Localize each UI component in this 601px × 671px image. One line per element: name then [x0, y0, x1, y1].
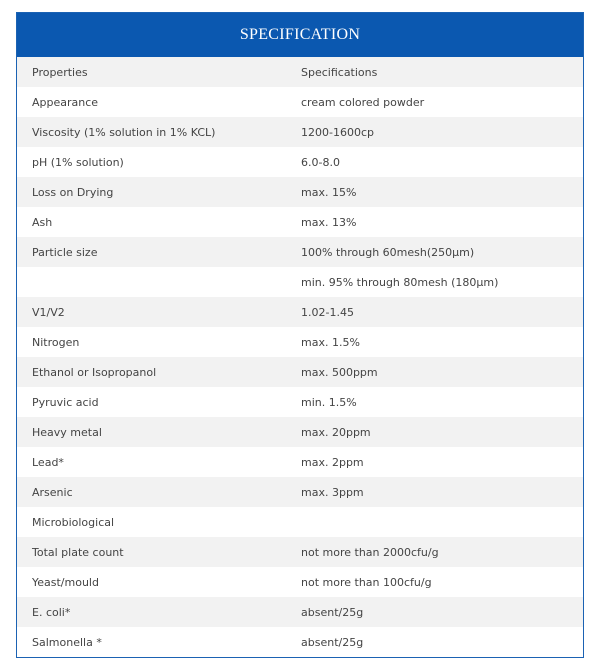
- table-row: [17, 57, 583, 87]
- property-cell: pH (1% solution): [17, 147, 286, 177]
- spec-cell: 6.0-8.0: [286, 147, 583, 177]
- spec-cell: min. 95% through 80mesh (180μm): [286, 267, 583, 297]
- table-row: [17, 507, 583, 537]
- spec-cell: max. 500ppm: [286, 357, 583, 387]
- table-row: [17, 567, 583, 597]
- spec-cell: max. 3ppm: [286, 477, 583, 507]
- specification-table: [17, 57, 583, 657]
- table-row: [17, 267, 583, 297]
- specification-title: SPECIFICATION: [17, 13, 583, 57]
- spec-cell: not more than 2000cfu/g: [286, 537, 583, 567]
- spec-cell: 1.02-1.45: [286, 297, 583, 327]
- property-cell: Microbiological: [17, 507, 286, 537]
- property-cell: Lead*: [17, 447, 286, 477]
- property-cell: [17, 267, 286, 297]
- property-cell: Pyruvic acid: [17, 387, 286, 417]
- table-row: [17, 447, 583, 477]
- spec-cell: min. 1.5%: [286, 387, 583, 417]
- spec-cell: cream colored powder: [286, 87, 583, 117]
- table-row: [17, 297, 583, 327]
- table-row: [17, 597, 583, 627]
- property-cell: Ash: [17, 207, 286, 237]
- table-row: [17, 357, 583, 387]
- table-row: [17, 177, 583, 207]
- property-cell: Total plate count: [17, 537, 286, 567]
- spec-cell: max. 2ppm: [286, 447, 583, 477]
- property-cell: Arsenic: [17, 477, 286, 507]
- table-row: [17, 627, 583, 657]
- table-row: [17, 537, 583, 567]
- table-row: [17, 387, 583, 417]
- property-cell: Viscosity (1% solution in 1% KCL): [17, 117, 286, 147]
- property-cell: Salmonella *: [17, 627, 286, 657]
- property-cell: Particle size: [17, 237, 286, 267]
- spec-cell: [286, 507, 583, 537]
- spec-cell: Specifications: [286, 57, 583, 87]
- spec-cell: max. 13%: [286, 207, 583, 237]
- property-cell: E. coli*: [17, 597, 286, 627]
- property-cell: Appearance: [17, 87, 286, 117]
- spec-cell: absent/25g: [286, 597, 583, 627]
- spec-cell: 100% through 60mesh(250μm): [286, 237, 583, 267]
- table-row: [17, 417, 583, 447]
- spec-cell: max. 15%: [286, 177, 583, 207]
- property-cell: Heavy metal: [17, 417, 286, 447]
- spec-cell: absent/25g: [286, 627, 583, 657]
- spec-cell: not more than 100cfu/g: [286, 567, 583, 597]
- spec-cell: max. 1.5%: [286, 327, 583, 357]
- table-row: [17, 147, 583, 177]
- table-row: [17, 117, 583, 147]
- table-row: [17, 327, 583, 357]
- property-cell: Ethanol or Isopropanol: [17, 357, 286, 387]
- spec-cell: max. 20ppm: [286, 417, 583, 447]
- table-row: [17, 477, 583, 507]
- property-cell: Yeast/mould: [17, 567, 286, 597]
- table-row: [17, 237, 583, 267]
- property-cell: Properties: [17, 57, 286, 87]
- specification-panel: [16, 12, 584, 658]
- property-cell: V1/V2: [17, 297, 286, 327]
- table-row: [17, 87, 583, 117]
- spec-cell: 1200-1600cp: [286, 117, 583, 147]
- table-row: [17, 207, 583, 237]
- property-cell: Loss on Drying: [17, 177, 286, 207]
- property-cell: Nitrogen: [17, 327, 286, 357]
